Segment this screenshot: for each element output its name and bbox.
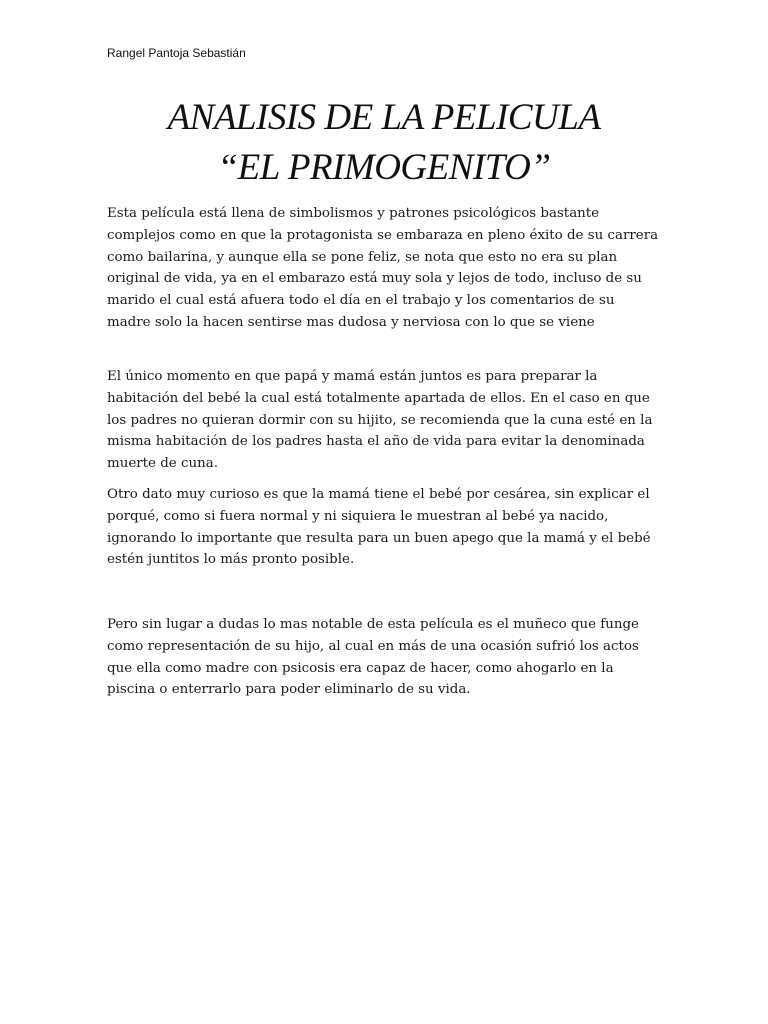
- author-name: Rangel Pantoja Sebastián: [107, 46, 246, 60]
- paragraph-4: Pero sin lugar a dudas lo mas notable de esta película es el muñeco que funge como representación de su hijo, al cual en más de una ocasión sufrió los actos que ella como madre con psicosis era capaz de hacer, como ahogarlo en la piscina o enterrarlo para poder eliminarlo de su vida.: [107, 617, 639, 698]
- paragraph-2: El único momento en que papá y mamá están juntos es para preparar la habitación del bebé la cual está totalmente apartada de ellos. En el caso en que los padres no quieran dormir con su hijito, se recomienda que la cuna esté en la misma habitación de los padres hasta el año de vida para evitar la denominada muerte de cuna.: [107, 369, 653, 472]
- paragraph-3: Otro dato muy curioso es que la mamá tiene el bebé por cesárea, sin explicar el porqué, como si fuera normal y ni siquiera le muestran al bebé ya nacido, ignorando lo importante que resulta para un buen apego que la mamá y el bebé estén juntitos lo más pronto posible.: [107, 487, 651, 568]
- document-title-line-2: “EL PRIMOGENITO”: [217, 147, 551, 188]
- paragraph-1: Esta película está llena de simbolismos y patrones psicológicos bastante complejos como en que la protagonista se embaraza en pleno éxito de su carrera como bailarina, y aunque ella se pone feliz, se nota que esto no era su plan original de vida, ya en el embarazo está muy sola y lejos de todo, incluso de su marido el cual está afuera todo el día en el trabajo y los comentarios de su madre solo la hacen sentirse mas dudosa y nerviosa con lo que se viene: [107, 206, 659, 330]
- document-title-line-1: ANALISIS DE LA PELICULA: [167, 97, 601, 138]
